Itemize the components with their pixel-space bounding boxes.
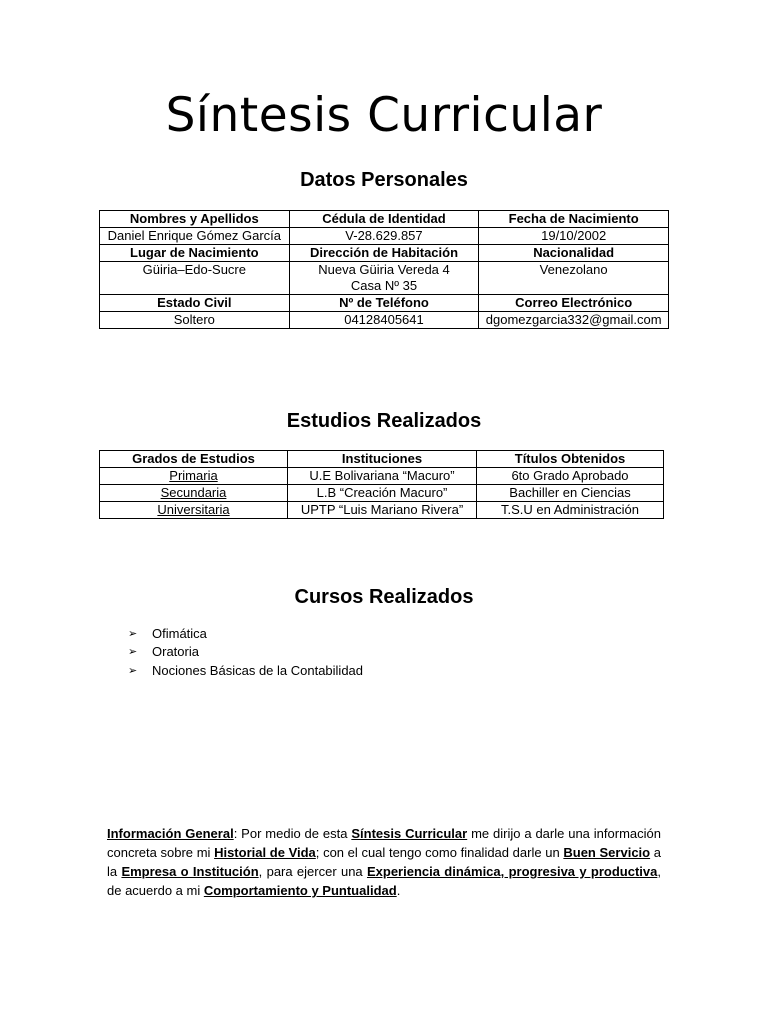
- courses-heading: Cursos Realizados: [294, 586, 474, 608]
- list-item: [128, 624, 363, 643]
- civil-status-value: Soltero: [100, 312, 290, 329]
- table-header-cell: Fecha de Nacimiento: [479, 211, 669, 228]
- table-header-cell: Nº de Teléfono: [289, 295, 479, 312]
- arrowhead-bullet-icon: ➢: [128, 627, 138, 640]
- studies-table: [99, 450, 664, 519]
- table-row: [100, 262, 669, 295]
- phone-value: 04128405641: [289, 312, 479, 329]
- institution-cell: U.E Bolivariana “Macuro”: [288, 468, 477, 485]
- info-text: .: [396, 883, 401, 898]
- info-text: me dirijo a darle una información concreta sobre mi: [107, 826, 661, 860]
- info-emphasis: Historial de Vida: [214, 845, 316, 860]
- arrowhead-bullet-icon: ➢: [128, 664, 138, 677]
- info-emphasis: Síntesis Curricular: [351, 826, 468, 841]
- study-level-cell: Secundaria: [100, 485, 288, 502]
- info-emphasis: Experiencia dinámica, progresiva y productiva: [366, 864, 658, 879]
- table-header-cell: Cédula de Identidad: [289, 211, 479, 228]
- info-emphasis: Comportamiento y Puntualidad: [203, 883, 397, 898]
- table-header-cell: Nombres y Apellidos: [100, 211, 290, 228]
- degree-cell: T.S.U en Administración: [477, 502, 664, 519]
- id-number-value: V-28.629.857: [289, 228, 479, 245]
- table-header-cell: Instituciones: [288, 451, 477, 468]
- table-row: [100, 228, 669, 245]
- personal-data-heading: Datos Personales: [300, 169, 468, 191]
- birth-place-value: Güiria–Edo-Sucre: [100, 262, 290, 295]
- study-level-cell: Primaria: [100, 468, 288, 485]
- list-item: [128, 643, 363, 662]
- info-emphasis: Empresa o Institución: [121, 864, 259, 879]
- table-header-cell: Correo Electrónico: [479, 295, 669, 312]
- info-text: , de acuerdo a mi: [107, 864, 661, 898]
- personal-data-table: [99, 210, 669, 329]
- info-text: , para ejercer una: [258, 864, 367, 879]
- email-value: dgomezgarcia332@gmail.com: [479, 312, 669, 329]
- nationality-value: Venezolano: [479, 262, 669, 295]
- table-row: [100, 485, 664, 502]
- general-information-paragraph: [107, 824, 661, 900]
- document-title: Síntesis Curricular: [165, 88, 603, 143]
- table-header-cell: Dirección de Habitación: [289, 245, 479, 262]
- table-row: [100, 312, 669, 329]
- table-header-row: [100, 451, 664, 468]
- info-text: a la: [107, 845, 661, 879]
- info-emphasis: Información General: [107, 826, 234, 841]
- table-header-row: [100, 295, 669, 312]
- full-name-value: Daniel Enrique Gómez García: [100, 228, 290, 245]
- table-header-cell: Estado Civil: [100, 295, 290, 312]
- info-emphasis: Buen Servicio: [563, 845, 651, 860]
- institution-cell: UPTP “Luis Mariano Rivera”: [288, 502, 477, 519]
- table-header-row: [100, 211, 669, 228]
- birth-date-value: 19/10/2002: [479, 228, 669, 245]
- studies-heading: Estudios Realizados: [286, 410, 482, 432]
- list-item: [128, 661, 363, 680]
- table-row: [100, 502, 664, 519]
- table-header-cell: Grados de Estudios: [100, 451, 288, 468]
- courses-list: [128, 624, 363, 680]
- course-label: Ofimática: [152, 625, 207, 641]
- info-text: : Por medio de esta: [233, 826, 352, 841]
- course-label: Nociones Básicas de la Contabilidad: [152, 662, 364, 678]
- table-row: [100, 468, 664, 485]
- info-text: ; con el cual tengo como finalidad darle un: [315, 845, 564, 860]
- degree-cell: 6to Grado Aprobado: [477, 468, 664, 485]
- course-label: Oratoria: [152, 644, 199, 660]
- table-header-cell: Títulos Obtenidos: [477, 451, 664, 468]
- arrowhead-bullet-icon: ➢: [128, 646, 138, 659]
- degree-cell: Bachiller en Ciencias: [477, 485, 664, 502]
- address-value: Nueva Güiria Vereda 4 Casa Nº 35: [289, 262, 479, 295]
- study-level-cell: Universitaria: [100, 502, 288, 519]
- table-header-cell: Nacionalidad: [479, 245, 669, 262]
- table-header-row: [100, 245, 669, 262]
- institution-cell: L.B “Creación Macuro”: [288, 485, 477, 502]
- table-header-cell: Lugar de Nacimiento: [100, 245, 290, 262]
